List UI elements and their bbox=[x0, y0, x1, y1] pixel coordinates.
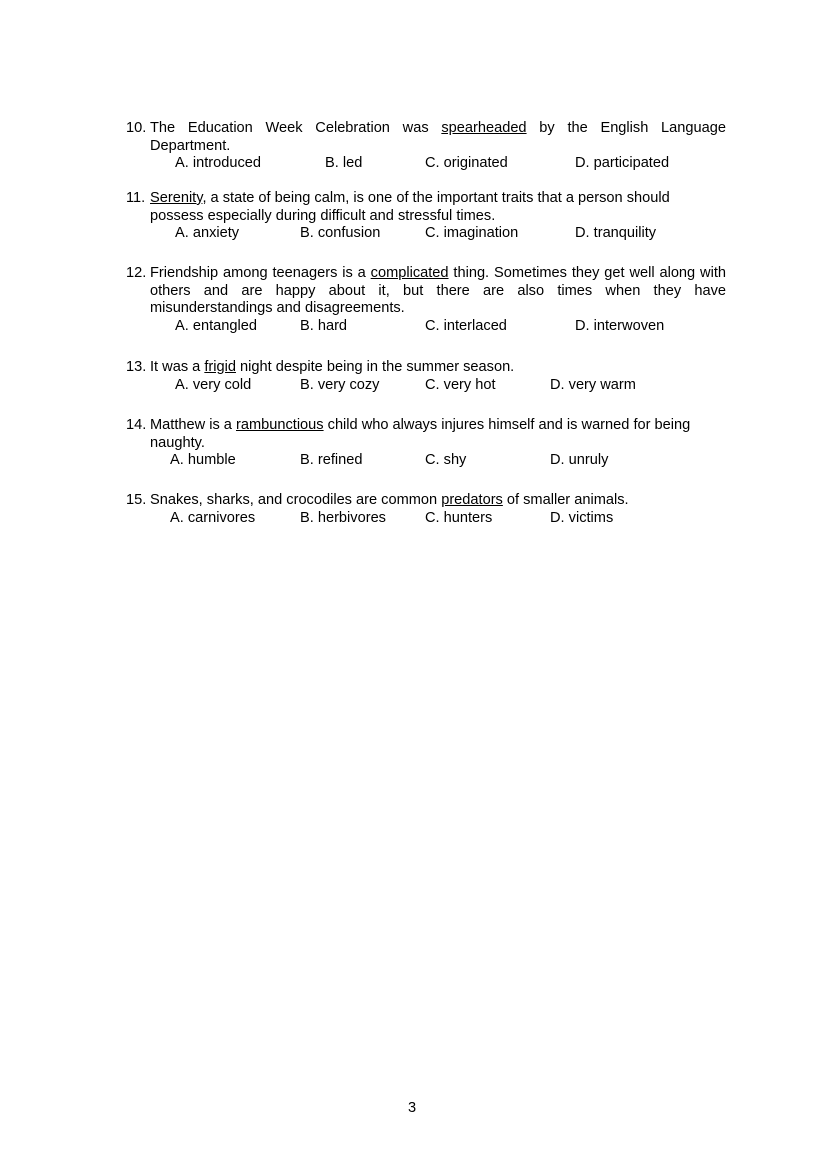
question-stem: 12. Friendship among teenagers is a complicated thing. Sometimes they get well along with others and are happy about it, but there are also times when they have misunderstandings and disagreements. bbox=[126, 265, 726, 317]
options bbox=[126, 155, 726, 173]
question-11 bbox=[126, 190, 726, 243]
options bbox=[126, 318, 726, 336]
option-b: B. confusion bbox=[300, 225, 381, 242]
option-d: D. unruly bbox=[550, 452, 609, 469]
underlined-word: spearheaded bbox=[441, 120, 527, 136]
option-d: D. participated bbox=[575, 155, 670, 172]
option-c: C. hunters bbox=[425, 509, 493, 526]
option-b: B. very cozy bbox=[300, 376, 380, 393]
option-d: D. interwoven bbox=[575, 317, 665, 334]
option-a: A. anxiety bbox=[175, 225, 240, 242]
option-c: C. originated bbox=[425, 155, 508, 172]
option-c: C. interlaced bbox=[425, 317, 507, 334]
option-a: A. very cold bbox=[175, 376, 252, 393]
question-12 bbox=[126, 265, 726, 336]
options bbox=[126, 377, 726, 395]
underlined-word: rambunctious bbox=[235, 417, 324, 433]
option-b: B. led bbox=[325, 155, 363, 172]
underlined-word: complicated bbox=[370, 265, 449, 281]
question-stem: 13. It was a frigid night despite being in the summer season. bbox=[126, 359, 515, 375]
question-stem: 15. Snakes, sharks, and crocodiles are common predators of smaller animals. bbox=[126, 492, 629, 508]
option-a: A. carnivores bbox=[170, 509, 256, 526]
underlined-word: predators bbox=[441, 492, 503, 508]
underlined-word: frigid bbox=[204, 359, 236, 375]
option-b: B. herbivores bbox=[300, 509, 386, 526]
option-b: B. hard bbox=[300, 317, 348, 334]
underlined-word: Serenity bbox=[150, 190, 203, 206]
option-c: C. imagination bbox=[425, 225, 519, 242]
options bbox=[126, 452, 726, 470]
question-10 bbox=[126, 120, 726, 173]
option-a: A. introduced bbox=[175, 155, 261, 172]
question-stem: 11. Serenity, a state of being calm, is one of the important traits that a person should possess especially during difficult and stressful times. bbox=[126, 190, 670, 224]
option-c: C. shy bbox=[425, 452, 467, 469]
options bbox=[126, 225, 726, 243]
question-stem: 14. Matthew is a rambunctious child who always injures himself and is warned for being naughty. bbox=[126, 417, 691, 451]
option-d: D. tranquility bbox=[575, 225, 657, 242]
question-13 bbox=[126, 359, 726, 395]
question-15 bbox=[126, 492, 726, 528]
option-b: B. refined bbox=[300, 452, 363, 469]
option-d: D. victims bbox=[550, 509, 614, 526]
question-stem: 10. The Education Week Celebration was spearheaded by the English Language Department. bbox=[126, 120, 726, 154]
option-c: C. very hot bbox=[425, 376, 496, 393]
question-14 bbox=[126, 417, 726, 470]
option-a: A. entangled bbox=[175, 317, 257, 334]
option-a: A. humble bbox=[170, 452, 236, 469]
options bbox=[126, 510, 726, 528]
option-d: D. very warm bbox=[550, 376, 636, 393]
page-number: 3 bbox=[408, 1100, 417, 1116]
